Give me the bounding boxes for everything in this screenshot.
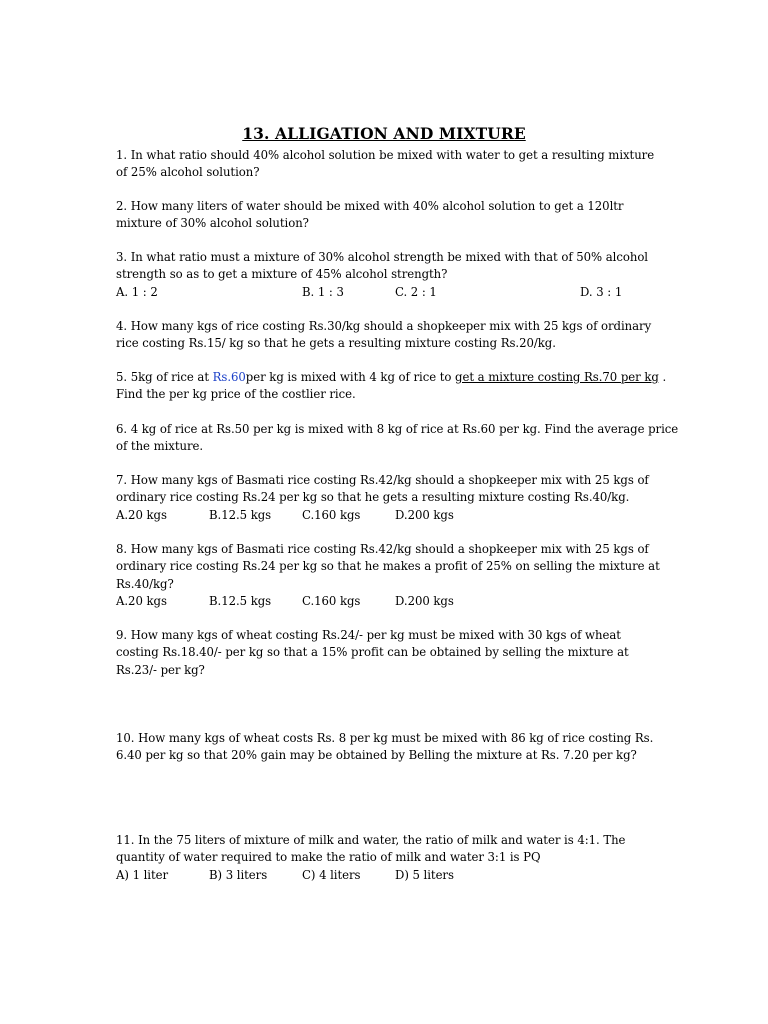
question-3-options xyxy=(116,284,661,301)
question-7 xyxy=(116,472,661,524)
question-5-line-1 xyxy=(116,369,667,386)
question-11-line-2: quantity of water required to make the ratio of milk and water 3:1 is PQ xyxy=(116,850,541,865)
question-5 xyxy=(116,369,667,404)
option-b: B.12.5 kgs xyxy=(209,593,272,608)
option-d: D. 3 : 1 xyxy=(580,284,623,299)
question-8-line-1: 8. How many kgs of Basmati rice costing Rs.42/kg should a shopkeeper mix with 25 kgs of xyxy=(116,542,649,556)
question-10 xyxy=(116,730,661,765)
question-8 xyxy=(116,541,661,610)
question-3-line-1: 3. In what ratio must a mixture of 30% alcohol strength be mixed with that of 50% alcohol xyxy=(116,250,648,264)
question-5-line-2: Find the per kg price of the costlier rice. xyxy=(116,387,356,402)
option-b: B. 1 : 3 xyxy=(302,284,344,299)
question-6 xyxy=(116,421,679,456)
option-d: D) 5 liters xyxy=(395,867,454,882)
underlined-phrase: get a mixture costing Rs.70 per kg xyxy=(455,370,659,384)
question-10-line-1: 10. How many kgs of wheat costs Rs. 8 per kg must be mixed with 86 kg of rice costing Rs. xyxy=(116,731,654,745)
question-7-line-2: ordinary rice costing Rs.24 per kg so that he gets a resulting mixture costing Rs.40/kg. xyxy=(116,490,630,505)
question-9-line-1: 9. How many kgs of wheat costing Rs.24/- per kg must be mixed with 30 kgs of wheat xyxy=(116,628,621,642)
question-2-line-1: 2. How many liters of water should be mixed with 40% alcohol solution to get a 120ltr xyxy=(116,199,624,213)
option-b: B.12.5 kgs xyxy=(209,507,272,522)
question-4 xyxy=(116,318,661,353)
option-a: A. 1 : 2 xyxy=(116,284,158,299)
question-1-line-2: of 25% alcohol solution? xyxy=(116,165,260,180)
question-9 xyxy=(116,627,661,679)
question-5-text-a: 5. 5kg of rice at xyxy=(116,370,213,384)
question-11 xyxy=(116,832,661,884)
question-7-options xyxy=(116,507,661,524)
question-1-line-1: 1. In what ratio should 40% alcohol solution be mixed with water to get a resulting mixture xyxy=(116,148,655,162)
option-c: C) 4 liters xyxy=(302,867,361,882)
question-5-text-b: per kg is mixed with 4 kg of rice to xyxy=(245,370,456,384)
question-4-line-1: 4. How many kgs of rice costing Rs.30/kg should a shopkeeper mix with 25 kgs of ordinary xyxy=(116,319,652,333)
question-1 xyxy=(116,147,661,182)
question-8-options xyxy=(116,593,661,610)
question-11-line-1: 11. In the 75 liters of mixture of milk and water, the ratio of milk and water is 4:1. The xyxy=(116,833,626,847)
option-a: A.20 kgs xyxy=(116,593,167,608)
price-link[interactable]: Rs.60 xyxy=(212,370,246,384)
question-8-line-2: ordinary rice costing Rs.24 per kg so that he makes a profit of 25% on selling the mixture at xyxy=(116,559,660,574)
option-a: A.20 kgs xyxy=(116,507,167,522)
question-9-line-3: Rs.23/- per kg? xyxy=(116,662,205,677)
question-6-line-2: of the mixture. xyxy=(116,439,204,454)
option-c: C.160 kgs xyxy=(302,593,361,608)
question-9-line-2: costing Rs.18.40/- per kg so that a 15% profit can be obtained by selling the mixture at xyxy=(116,645,629,660)
question-7-line-1: 7. How many kgs of Basmati rice costing Rs.42/kg should a shopkeeper mix with 25 kgs of xyxy=(116,473,649,487)
option-b: B) 3 liters xyxy=(209,867,268,882)
question-8-line-3: Rs.40/kg? xyxy=(116,576,174,591)
question-2 xyxy=(116,198,661,233)
page-title: 13. ALLIGATION AND MIXTURE xyxy=(242,124,526,143)
option-c: C. 2 : 1 xyxy=(395,284,437,299)
option-c: C.160 kgs xyxy=(302,507,361,522)
question-5-text-c: . xyxy=(658,370,667,384)
option-a: A) 1 liter xyxy=(116,867,169,882)
question-6-line-1: 6. 4 kg of rice at Rs.50 per kg is mixed with 8 kg of rice at Rs.60 per kg. Find the average price xyxy=(116,422,679,436)
question-10-line-2: 6.40 per kg so that 20% gain may be obtained by Belling the mixture at Rs. 7.20 per kg? xyxy=(116,748,637,763)
question-3-line-2: strength so as to get a mixture of 45% alcohol strength? xyxy=(116,267,448,282)
question-3 xyxy=(116,249,661,301)
question-11-options xyxy=(116,867,661,884)
question-4-line-2: rice costing Rs.15/ kg so that he gets a resulting mixture costing Rs.20/kg. xyxy=(116,336,556,351)
question-2-line-2: mixture of 30% alcohol solution? xyxy=(116,216,309,231)
option-d: D.200 kgs xyxy=(395,507,454,522)
option-d: D.200 kgs xyxy=(395,593,454,608)
